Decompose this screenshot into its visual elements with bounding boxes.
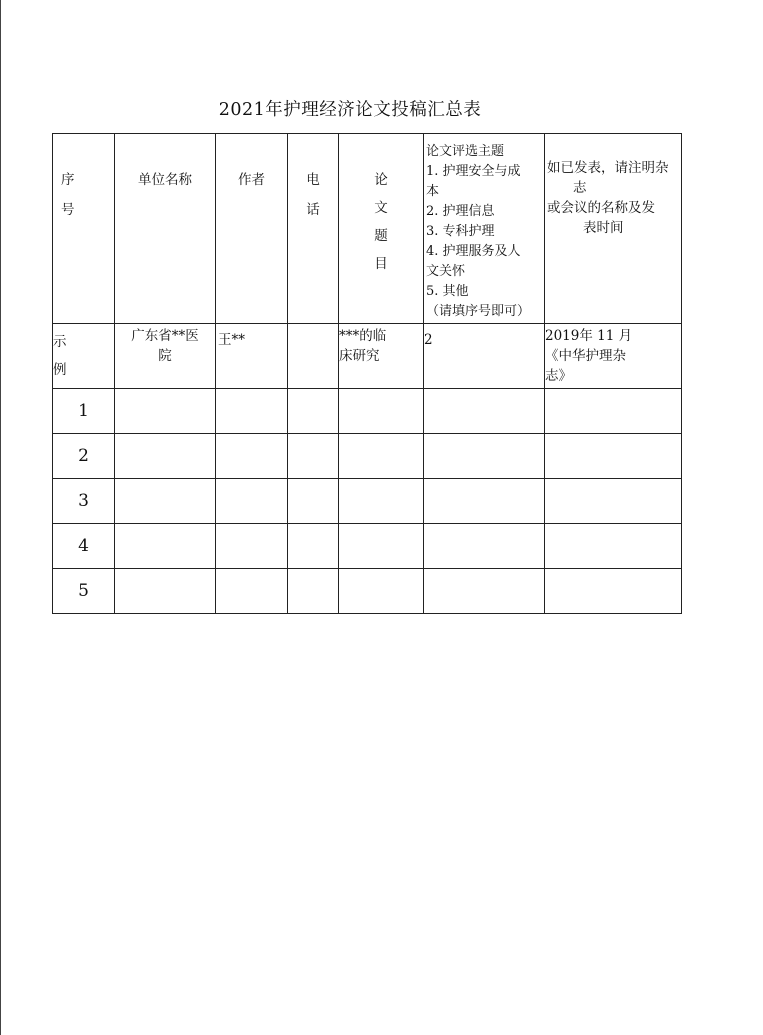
topics-line: 2. 护理信息 [426, 204, 495, 219]
topic-input-cell[interactable] [424, 569, 545, 614]
example-unit-line: 院 [158, 348, 172, 364]
paper-title-input-cell[interactable] [339, 389, 424, 434]
header-paper-title-char: 论 [374, 172, 388, 188]
unit-input-cell[interactable] [115, 479, 216, 524]
table-row [53, 479, 682, 524]
author-input-cell[interactable] [216, 524, 288, 569]
header-published-cell [545, 134, 682, 324]
example-phone-cell [288, 324, 339, 389]
example-author: 王** [218, 332, 245, 348]
header-seq-char: 序 [61, 172, 75, 188]
example-published-line: 志》 [545, 368, 572, 384]
table-row [53, 389, 682, 434]
topic-input-cell[interactable] [424, 524, 545, 569]
example-published-cell [545, 324, 682, 389]
table-row [53, 569, 682, 614]
paper-title-input-cell[interactable] [339, 434, 424, 479]
unit-input-cell[interactable] [115, 434, 216, 479]
author-input-cell[interactable] [216, 389, 288, 434]
header-phone-char: 话 [306, 202, 320, 218]
header-paper-title-char: 题 [374, 228, 388, 244]
header-phone-char: 电 [306, 172, 320, 188]
phone-input-cell[interactable] [288, 434, 339, 479]
example-seq-char: 例 [53, 362, 67, 378]
example-row [53, 324, 682, 389]
row-number: 3 [53, 479, 115, 524]
published-input-cell[interactable] [545, 434, 682, 479]
row-number: 1 [53, 389, 115, 434]
header-row [53, 134, 682, 324]
submission-summary-table [52, 133, 682, 614]
topics-line: 4. 护理服务及人 [426, 244, 521, 259]
example-paper-title-line: 床研究 [339, 348, 380, 364]
published-line: 志 [573, 180, 587, 196]
header-paper-title-cell [339, 134, 424, 324]
example-seq-char: 示 [53, 334, 67, 350]
example-paper-title-cell [339, 324, 424, 389]
phone-input-cell[interactable] [288, 389, 339, 434]
topics-line: 论文评选主题 [426, 144, 505, 159]
phone-input-cell[interactable] [288, 479, 339, 524]
author-input-cell[interactable] [216, 569, 288, 614]
published-line: 如已发表，请注明杂 [547, 160, 669, 176]
topic-input-cell[interactable] [424, 479, 545, 524]
example-published-line: 2019年 11 月 [545, 328, 633, 344]
header-unit-label: 单位名称 [138, 172, 192, 188]
example-unit-line: 广东省**医 [131, 328, 199, 344]
header-phone-cell [288, 134, 339, 324]
unit-input-cell[interactable] [115, 569, 216, 614]
published-input-cell[interactable] [545, 569, 682, 614]
published-input-cell[interactable] [545, 389, 682, 434]
row-number: 5 [53, 569, 115, 614]
table-row [53, 434, 682, 479]
header-seq-char: 号 [61, 202, 75, 218]
header-author-label: 作者 [238, 172, 265, 188]
topics-line: 文关怀 [426, 264, 466, 279]
header-paper-title-char: 文 [374, 200, 388, 216]
table-row [53, 524, 682, 569]
published-line: 表时间 [583, 220, 624, 236]
topics-line: 3. 专科护理 [426, 224, 495, 239]
published-input-cell[interactable] [545, 479, 682, 524]
example-author-cell [216, 324, 288, 389]
row-number: 2 [53, 434, 115, 479]
topics-line: （请填序号即可） [426, 304, 531, 319]
paper-title-input-cell[interactable] [339, 569, 424, 614]
example-published-line: 《中华护理杂 [545, 348, 626, 364]
topics-line: 本 [426, 184, 440, 199]
topics-line: 5. 其他 [426, 284, 469, 299]
author-input-cell[interactable] [216, 479, 288, 524]
topic-input-cell[interactable] [424, 389, 545, 434]
example-topic-cell [424, 324, 545, 389]
header-topics-cell [424, 134, 545, 324]
topic-input-cell[interactable] [424, 434, 545, 479]
paper-title-input-cell[interactable] [339, 524, 424, 569]
page-title: 2021年护理经济论文投稿汇总表 [218, 100, 482, 120]
example-unit-cell [115, 324, 216, 389]
phone-input-cell[interactable] [288, 524, 339, 569]
unit-input-cell[interactable] [115, 389, 216, 434]
unit-input-cell[interactable] [115, 524, 216, 569]
example-paper-title-line: ***的临 [339, 328, 387, 344]
paper-title-input-cell[interactable] [339, 479, 424, 524]
published-input-cell[interactable] [545, 524, 682, 569]
row-number: 4 [53, 524, 115, 569]
phone-input-cell[interactable] [288, 569, 339, 614]
header-paper-title-char: 目 [374, 256, 388, 272]
header-author-cell [216, 134, 288, 324]
topics-line: 1. 护理安全与成 [426, 164, 521, 179]
page-left-border [0, 0, 1, 1035]
published-line: 或会议的名称及发 [547, 200, 655, 216]
example-seq-cell [53, 324, 115, 389]
example-topic: 2 [424, 332, 433, 348]
header-seq-cell [53, 134, 115, 324]
header-unit-cell [115, 134, 216, 324]
author-input-cell[interactable] [216, 434, 288, 479]
